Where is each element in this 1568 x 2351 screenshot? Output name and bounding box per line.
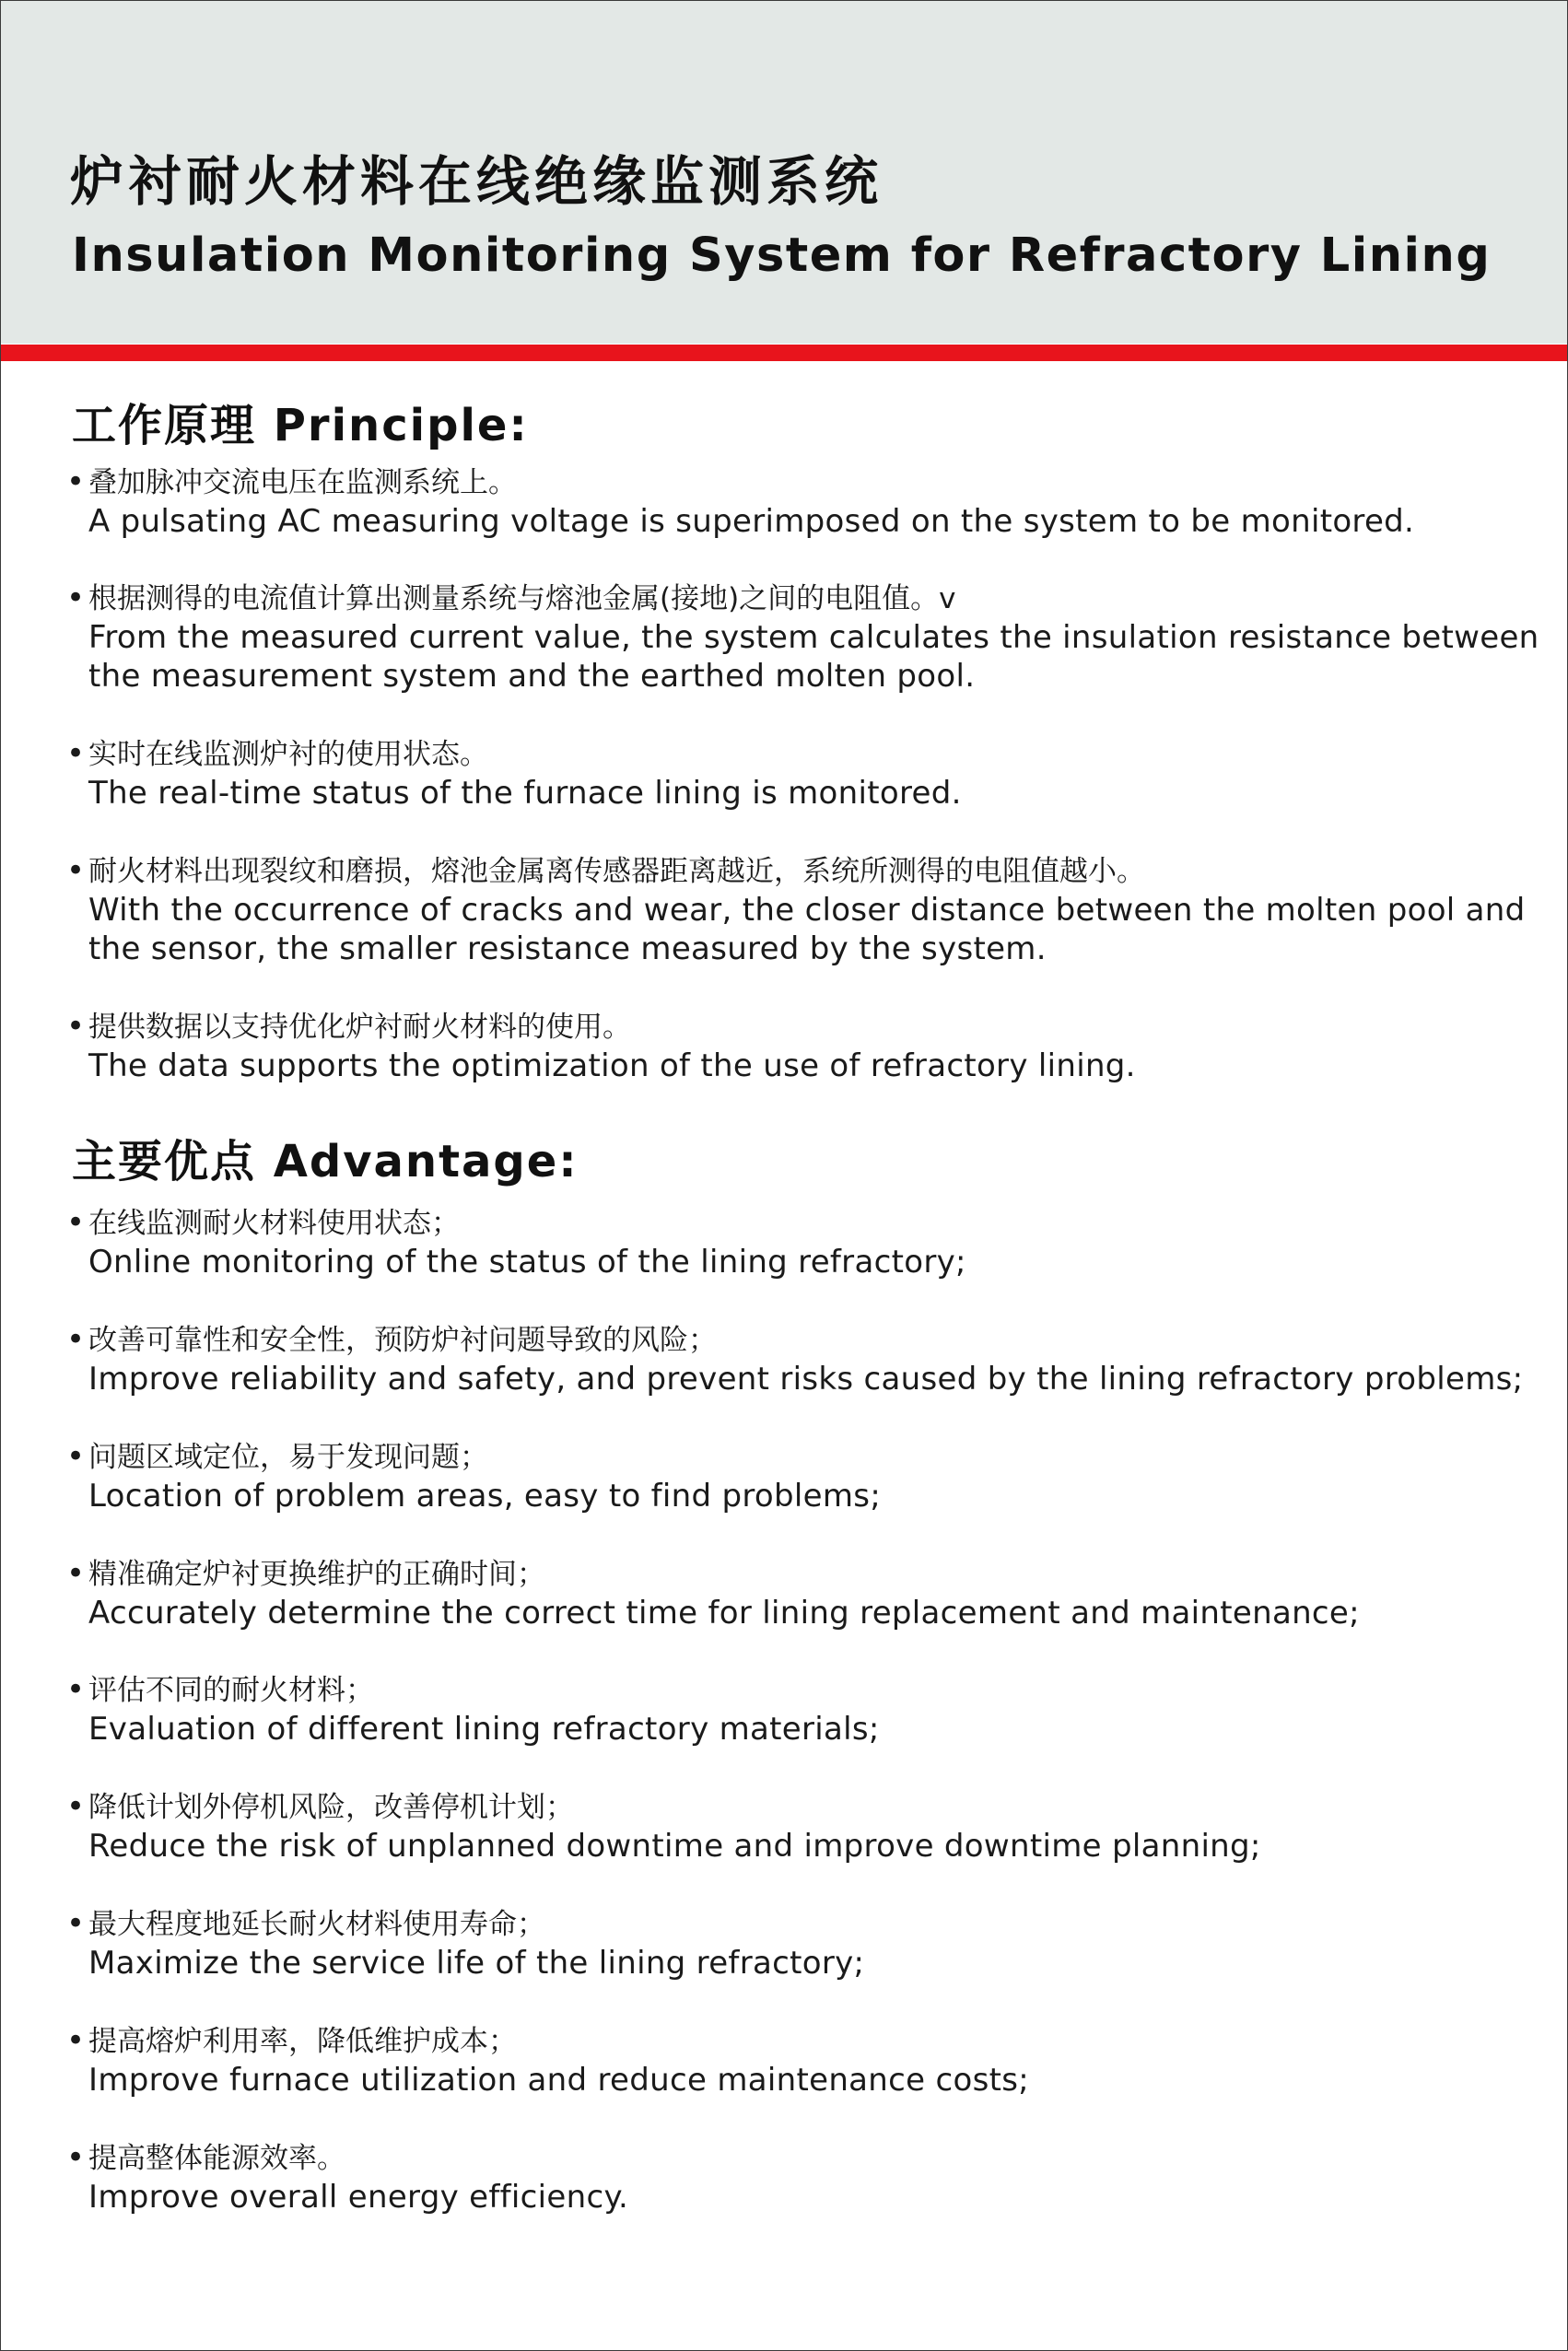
principle-item: [66, 462, 1504, 541]
advantage-item-cn-line: • 提高熔炉利用率，降低维护成本；: [66, 2022, 517, 2059]
bullet-icon: •: [66, 2022, 86, 2059]
advantage-item-cn-line: • 改善可靠性和安全性，预防炉衬问题导致的风险；: [66, 1321, 717, 1358]
title-chinese: 炉衬耐火材料在线绝缘监测系统: [70, 150, 883, 213]
advantage-item-en-line: Evaluation of different lining refractory materials;: [88, 1711, 880, 1748]
bullet-icon: •: [66, 1438, 86, 1475]
bullet-icon: •: [66, 1204, 86, 1241]
principle-item-cn-line: • 叠加脉冲交流电压在监测系统上。: [66, 463, 517, 500]
bullet-icon: •: [66, 1321, 86, 1358]
bullet-icon: •: [66, 463, 86, 500]
bullet-icon: •: [66, 1788, 86, 1825]
bullet-icon: •: [66, 1671, 86, 1708]
advantage-item: [66, 1437, 1504, 1515]
bullet-icon: •: [66, 1008, 86, 1045]
principle-item-en-line: the measurement system and the earthed molten pool.: [88, 658, 976, 695]
principle-item-cn-line: • 根据测得的电流值计算出测量系统与熔池金属(接地)之间的电阻值。v: [66, 579, 956, 616]
advantage-item: [66, 1787, 1504, 1866]
bullet-icon: •: [66, 1555, 86, 1592]
principle-item: [66, 1007, 1504, 1085]
principle-item-cn-line: • 耐火材料出现裂纹和磨损，熔池金属离传感器距离越近，系统所测得的电阻值越小。: [66, 852, 1145, 889]
advantage-heading: 主要优点 Advantage:: [72, 1136, 579, 1187]
bullet-icon: •: [66, 852, 86, 889]
advantage-item-cn-line: • 精准确定炉衬更换维护的正确时间；: [66, 1555, 545, 1592]
principle-item-en-line: The data supports the optimization of the use of refractory lining.: [88, 1047, 1136, 1084]
advantage-item: [66, 2138, 1504, 2216]
principle-item-en-line: From the measured current value, the system calculates the insulation resistance between: [88, 619, 1539, 656]
principle-item-en-line: The real-time status of the furnace lining is monitored.: [88, 775, 962, 812]
advantage-item: [66, 2021, 1504, 2100]
advantage-item-cn-line: • 降低计划外停机风险，改善停机计划；: [66, 1788, 574, 1825]
advantage-item-cn-line: • 在线监测耐火材料使用状态；: [66, 1204, 460, 1241]
principle-item: [66, 734, 1504, 813]
principle-item: [66, 579, 1539, 696]
advantage-item-cn-line: • 最大程度地延长耐火材料使用寿命；: [66, 1905, 545, 1942]
advantage-item-cn-line: • 问题区域定位，易于发现问题；: [66, 1438, 488, 1475]
advantage-item: [66, 1203, 1504, 1281]
principle-item-cn-line: • 实时在线监测炉衬的使用状态。: [66, 735, 488, 772]
principle-item-en-line: With the occurrence of cracks and wear, the closer distance between the molten pool and: [88, 892, 1526, 929]
advantage-item-cn-line: • 评估不同的耐火材料；: [66, 1671, 374, 1708]
advantage-item-en-line: Improve furnace utilization and reduce maintenance costs;: [88, 2062, 1029, 2099]
advantage-item: [66, 1320, 1524, 1398]
advantage-item-en-line: Reduce the risk of unplanned downtime and improve downtime planning;: [88, 1828, 1261, 1865]
principle-item-en-line: A pulsating AC measuring voltage is superimposed on the system to be monitored.: [88, 503, 1415, 540]
advantage-item-en-line: Improve overall energy efficiency.: [88, 2179, 629, 2216]
advantage-item-en-line: Online monitoring of the status of the lining refractory;: [88, 1244, 966, 1281]
bullet-icon: •: [66, 579, 86, 616]
advantage-item-en-line: Maximize the service life of the lining refractory;: [88, 1945, 865, 1982]
accent-divider: [1, 345, 1567, 361]
advantage-item: [66, 1554, 1504, 1632]
principle-item-en-line: the sensor, the smaller resistance measured by the system.: [88, 930, 1047, 967]
principle-item: [66, 851, 1526, 968]
advantage-item: [66, 1670, 1504, 1749]
bullet-icon: •: [66, 735, 86, 772]
advantage-item-en-line: Accurately determine the correct time for lining replacement and maintenance;: [88, 1595, 1360, 1632]
bullet-icon: •: [66, 1905, 86, 1942]
title-english: Insulation Monitoring System for Refractory Lining: [72, 228, 1492, 283]
advantage-item-en-line: Location of problem areas, easy to find problems;: [88, 1478, 882, 1515]
advantage-item-en-line: Improve reliability and safety, and prevent risks caused by the lining refractory problems;: [88, 1361, 1524, 1398]
principle-item-cn-line: • 提供数据以支持优化炉衬耐火材料的使用。: [66, 1008, 631, 1045]
principle-heading: 工作原理 Principle:: [72, 400, 529, 451]
advantage-item: [66, 1904, 1504, 1983]
bullet-icon: •: [66, 2139, 86, 2176]
advantage-item-cn-line: • 提高整体能源效率。: [66, 2139, 345, 2176]
